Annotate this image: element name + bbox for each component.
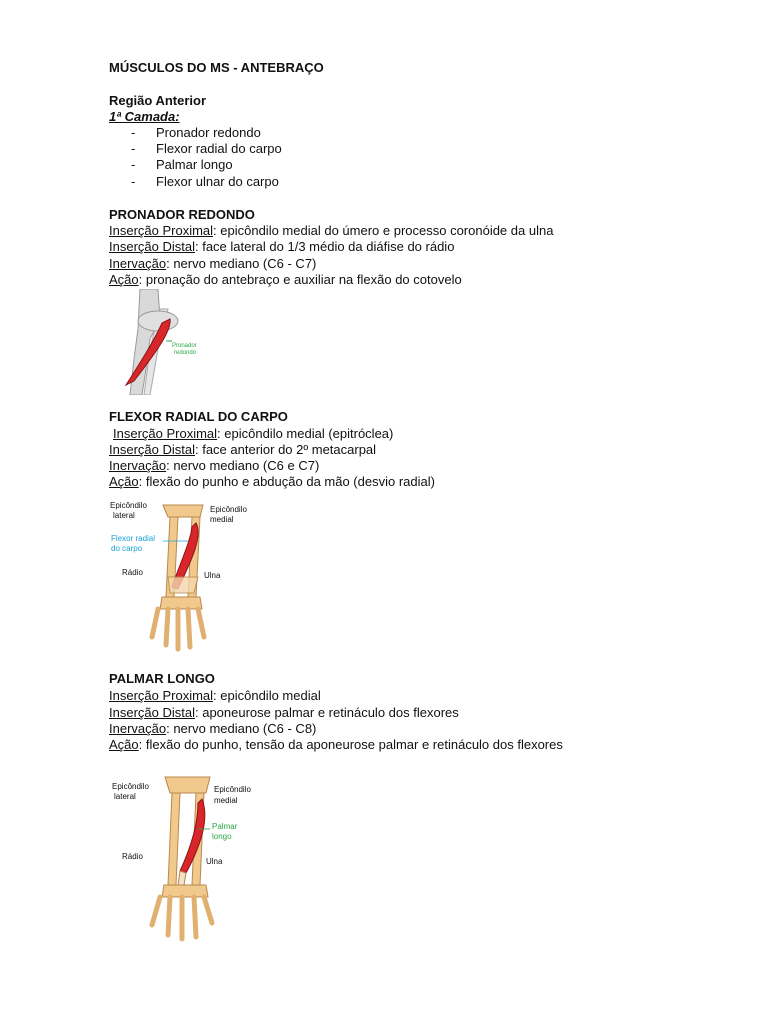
section-heading-palmar-longo: PALMAR LONGO <box>109 671 215 686</box>
list-item: - Flexor ulnar do carpo <box>131 174 279 189</box>
row-acao: Ação: flexão do punho, tensão da aponeurose palmar e retináculo dos flexores <box>109 737 563 752</box>
row-inervacao: Inervação: nervo mediano (C6 - C7) <box>109 256 317 271</box>
row-acao: Ação: flexão do punho e abdução da mão (desvio radial) <box>109 474 435 489</box>
region-heading: Região Anterior <box>109 93 207 108</box>
figure-label-ulna: Ulna <box>204 571 221 580</box>
list-item: - Flexor radial do carpo <box>131 141 282 156</box>
list-item: - Palmar longo <box>131 157 233 172</box>
figure-label-ulna: Ulna <box>206 857 223 866</box>
figure-label-epicondilo-lateral: Epicôndilo <box>112 782 149 791</box>
figure-label-lateral: lateral <box>114 792 136 801</box>
list-item: - Pronador redondo <box>131 125 261 140</box>
figure-label-epicondilo-medial: Epicôndilo <box>210 505 247 514</box>
figure-label-radio: Rádio <box>122 852 143 861</box>
figure-label-radio: Rádio <box>122 568 143 577</box>
row-inervacao: Inervação: nervo mediano (C6 - C8) <box>109 721 317 736</box>
row-insercao-distal: Inserção Distal: aponeurose palmar e retináculo dos flexores <box>109 705 459 720</box>
figure-label-medial: medial <box>210 515 234 524</box>
section-heading-pronador: PRONADOR REDONDO <box>109 207 255 222</box>
figure-label-flexor-radial: Flexor radial <box>111 534 156 543</box>
palmaris-longus-illustration <box>110 773 270 945</box>
flexor-carpi-radialis-illustration <box>108 497 258 657</box>
figure-label-pronador: Pronador <box>172 343 197 349</box>
row-inervacao: Inervação: nervo mediano (C6 e C7) <box>109 458 320 473</box>
row-insercao-distal: Inserção Distal: face lateral do 1/3 médio da diáfise do rádio <box>109 239 455 254</box>
row-insercao-proximal: Inserção Proximal: epicôndilo medial <box>109 688 321 703</box>
figure-label-do-carpo: do carpo <box>111 544 143 553</box>
figure-label-lateral: lateral <box>113 511 135 520</box>
figure-label-palmar: Palmar <box>212 822 238 831</box>
figure-label-longo: longo <box>212 832 232 841</box>
row-insercao-proximal: Inserção Proximal: epicôndilo medial do úmero e processo coronóide da ulna <box>109 223 554 238</box>
section-heading-flexor-radial: FLEXOR RADIAL DO CARPO <box>109 409 288 424</box>
figure-label-medial: medial <box>214 796 238 805</box>
row-acao: Ação: pronação do antebraço e auxiliar na flexão do cotovelo <box>109 272 462 287</box>
layer-heading: 1ª Camada: <box>109 109 180 124</box>
figure-label-epicondilo-medial: Epicôndilo <box>214 785 251 794</box>
figure-label-redondo: redondo <box>174 350 197 356</box>
row-insercao-distal: Inserção Distal: face anterior do 2º metacarpal <box>109 442 377 457</box>
row-insercao-proximal: Inserção Proximal: epicôndilo medial (epitróclea) <box>113 426 394 441</box>
figure-label-epicondilo-lateral: Epicôndilo <box>110 501 147 510</box>
pronator-teres-illustration <box>110 289 240 395</box>
document-title: MÚSCULOS DO MS - ANTEBRAÇO <box>109 60 324 75</box>
